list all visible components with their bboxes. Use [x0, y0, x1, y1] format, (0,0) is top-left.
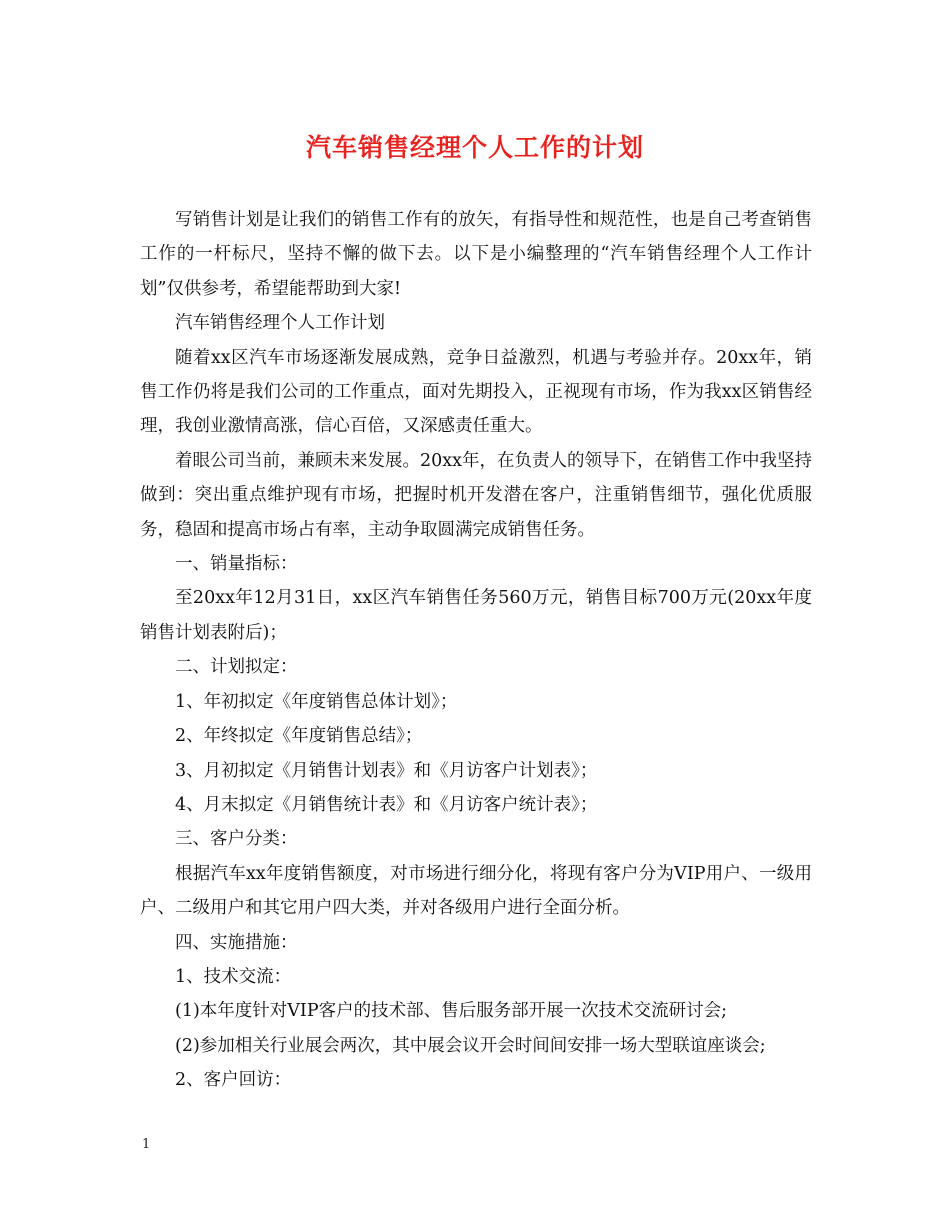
subsection-heading-customer-visit: 2、客户回访： [175, 1070, 292, 1091]
paragraph-intro: 写销售计划是让我们的销售工作有的放矢，有指导性和规范性，也是自己考查销售工作的一杆标尺，坚持不懈的做下去。以下是小编整理的“汽车销售经理个人工作计划”仅供参考，希望能帮助到大家! [140, 210, 812, 299]
page-number: 1 [142, 1137, 151, 1152]
document-title: 汽车销售经理个人工作的计划 [305, 133, 644, 162]
subsection-heading-tech-exchange: 1、技术交流： [175, 966, 292, 987]
list-item: 4、月末拟定《月销售统计表》和《月访客户统计表》； [175, 794, 598, 815]
section-heading-measures: 四、实施措施： [175, 932, 298, 953]
paragraph-customers: 根据汽车xx年度销售额度，对市场进行细分化，将现有客户分为VIP用户、一级用户、二级用户和其它用户四大类，并对各级用户进行全面分析。 [140, 863, 812, 919]
paragraph-sales-target: 至20xx年12月31日，xx区汽车销售任务560万元，销售目标700万元(20xx年度销售计划表附后)； [140, 588, 812, 643]
paragraph-subtitle: 汽车销售经理个人工作计划 [175, 313, 385, 334]
list-item: (2)参加相关行业展会两次，其中展会议开会时间间安排一场大型联谊座谈会; [175, 1035, 766, 1056]
list-item: (1)本年度针对VIP客户的技术部、售后服务部开展一次技术交流研讨会; [175, 1001, 728, 1022]
section-heading-sales-target: 一、销量指标： [175, 554, 298, 575]
section-heading-plan: 二、计划拟定： [175, 657, 298, 678]
list-item: 1、年初拟定《年度销售总体计划》； [175, 691, 458, 712]
section-heading-customers: 三、客户分类： [175, 829, 298, 850]
list-item: 3、月初拟定《月销售计划表》和《月访客户计划表》； [175, 760, 598, 781]
list-item: 2、年终拟定《年度销售总结》； [175, 726, 423, 747]
document-body [140, 203, 812, 1098]
paragraph-market: 随着xx区汽车市场逐渐发展成熟，竞争日益激烈，机遇与考验并存。20xx年，销售工作仍将是我们公司的工作重点，面对先期投入，正视现有市场，作为我xx区销售经理，我创业激情高涨，信心百倍，又深感责任重大。 [140, 347, 812, 437]
paragraph-focus: 着眼公司当前，兼顾未来发展。20xx年，在负责人的领导下，在销售工作中我坚持做到：突出重点维护现有市场，把握时机开发潜在客户，注重销售细节，强化优质服务，稳固和提高市场占有率，主动争取圆满完成销售任务。 [140, 450, 813, 540]
